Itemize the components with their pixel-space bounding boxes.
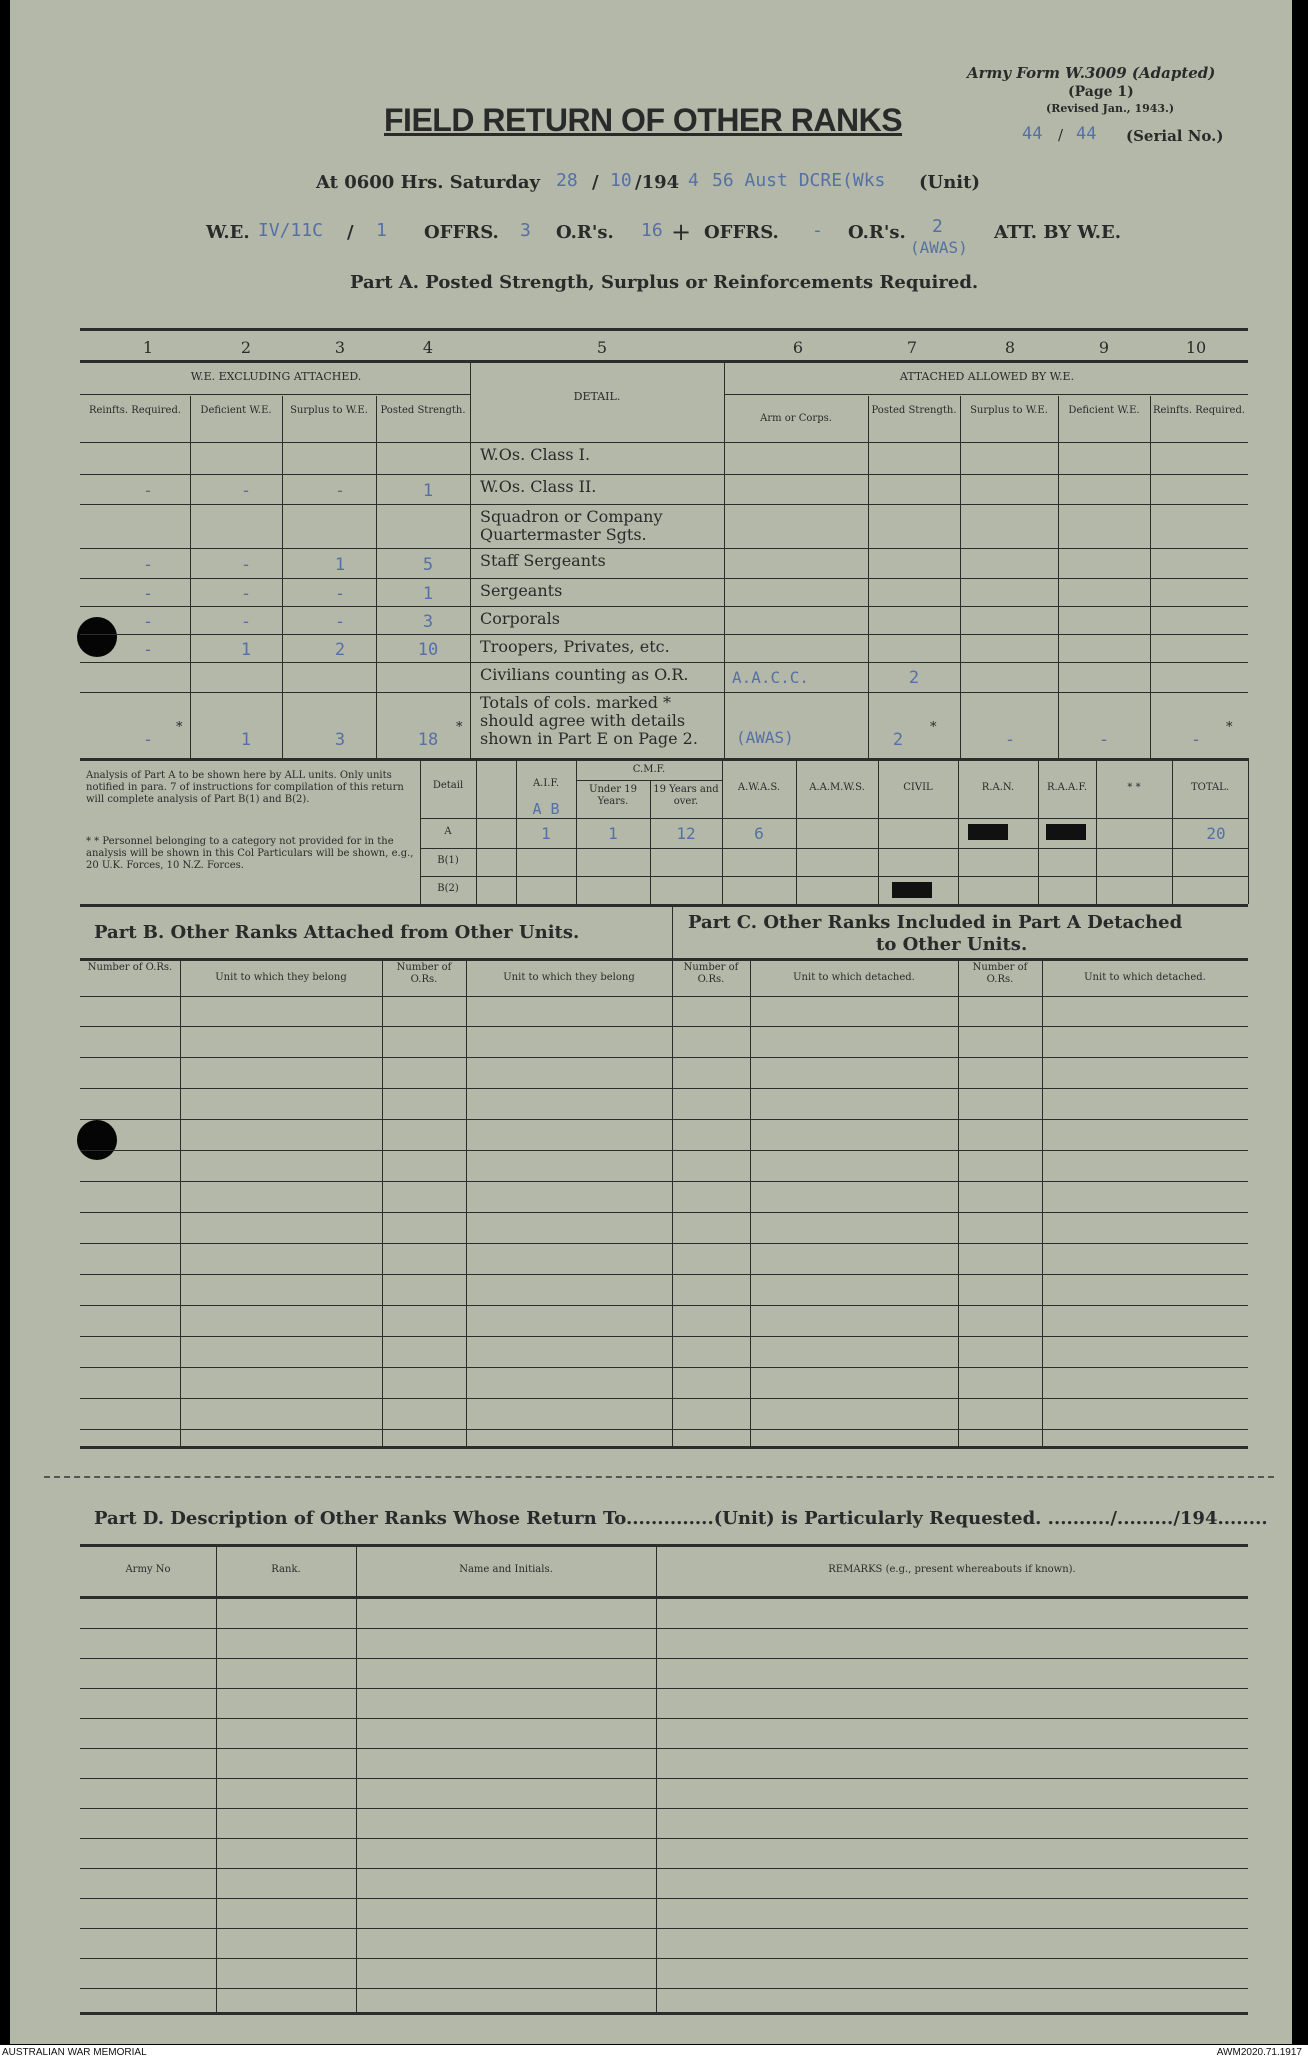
rule-line <box>80 1398 1248 1399</box>
strength-value: 1 <box>422 584 434 604</box>
strength-value: - <box>334 612 346 632</box>
asterisk-mark: * <box>1226 720 1233 735</box>
strength-value: - <box>240 555 252 575</box>
strength-value: 2 <box>334 640 346 660</box>
totals-arm-value: (AWAS) <box>736 728 794 747</box>
rule-line <box>80 394 470 395</box>
column-number: 6 <box>792 338 804 357</box>
total-value: - <box>1004 730 1016 750</box>
column-number: 5 <box>596 338 608 357</box>
part-c-header: Number of O.Rs. <box>972 962 1028 985</box>
ors2-label: O.R's. <box>848 222 906 243</box>
date-month: 10 <box>610 170 632 191</box>
rule-line <box>80 1336 1248 1337</box>
rule-line <box>80 904 1248 907</box>
part-a-title: Part A. Posted Strength, Surplus or Reinforcements Required. <box>350 272 979 293</box>
column-line <box>750 958 751 1446</box>
rule-line <box>80 1988 1248 1989</box>
strength-value: - <box>142 640 154 660</box>
awas-note: (AWAS) <box>910 238 968 257</box>
rule-line <box>80 996 1248 997</box>
part-d-title: Part D. Description of Other Ranks Whose Return To..............(Unit) is Particularly Requested. ........../........./194........ <box>94 1508 1268 1529</box>
column-line <box>382 958 383 1446</box>
analysis-value: 12 <box>676 824 696 843</box>
rule-line <box>80 504 1248 505</box>
analysis-header: CIVIL <box>903 782 933 793</box>
total-value: - <box>1098 730 1110 750</box>
column-line <box>868 396 869 758</box>
serial-a: 44 <box>1022 124 1043 144</box>
rule-line <box>80 662 1248 663</box>
analysis-detail-label: Detail <box>432 780 464 791</box>
rule-line <box>80 1748 1248 1749</box>
rule-line <box>80 1898 1248 1899</box>
asterisk-mark: * <box>930 720 937 735</box>
strength-value: - <box>142 612 154 632</box>
detail-label: Sergeants <box>480 581 563 600</box>
analysis-header: A.A.M.W.S. <box>809 782 865 793</box>
column-header: Surplus to W.E. <box>290 405 368 416</box>
rule-line <box>80 1628 1248 1629</box>
rule-line <box>80 1658 1248 1659</box>
rule-line <box>80 1958 1248 1959</box>
analysis-header: TOTAL. <box>1190 782 1230 793</box>
part-d-header: REMARKS (e.g., present whereabouts if known). <box>828 1564 1076 1575</box>
rule-line <box>80 606 1248 607</box>
total-value: 3 <box>334 730 346 750</box>
part-d-header: Army No <box>125 1564 171 1575</box>
strength-value: 5 <box>422 555 434 575</box>
part-c-header: Unit to which detached. <box>793 972 915 983</box>
total-value: - <box>1190 730 1202 750</box>
column-header: Surplus to W.E. <box>970 405 1048 416</box>
we-b: 1 <box>376 220 387 241</box>
analysis-header: A.I.F. <box>532 778 560 789</box>
strength-value: - <box>240 612 252 632</box>
column-header: Reinfts. Required. <box>1152 405 1246 416</box>
column-line <box>190 396 191 758</box>
analysis-value: 1 <box>608 824 618 843</box>
att-label: ATT. BY W.E. <box>994 222 1122 243</box>
offrs2-value: - <box>812 220 823 241</box>
analysis-header: R.A.A.F. <box>1046 782 1088 793</box>
strength-value: - <box>240 481 252 501</box>
rule-line <box>80 958 672 961</box>
column-header: Reinfts. Required. <box>88 405 182 416</box>
civilians-posted-value: 2 <box>908 668 920 688</box>
detail-label: Troopers, Privates, etc. <box>480 637 670 656</box>
offrs-value: 3 <box>520 220 531 241</box>
aif-typed-note: A B <box>532 800 560 818</box>
rule-line <box>672 958 1248 961</box>
strength-value: - <box>142 584 154 604</box>
strength-value: 3 <box>422 612 434 632</box>
strength-value: 10 <box>417 640 439 660</box>
ors2-value: 2 <box>932 216 943 237</box>
rule-line <box>420 848 1248 849</box>
column-header: Deficient W.E. <box>200 405 272 416</box>
part-d-header: Rank. <box>271 1564 301 1575</box>
serial-label: (Serial No.) <box>1126 127 1224 145</box>
rule-line <box>80 2012 1248 2015</box>
at-line-label: At 0600 Hrs. Saturday <box>316 172 541 193</box>
rule-line <box>80 1718 1248 1719</box>
column-line <box>466 958 467 1446</box>
rule-line <box>80 1274 1248 1275</box>
column-header: Deficient W.E. <box>1068 405 1140 416</box>
strength-value: 1 <box>422 481 434 501</box>
rule-line <box>80 1150 1248 1151</box>
detail-label: Squadron or Company Quartermaster Sgts. <box>480 507 663 544</box>
punch-hole-bottom <box>77 1120 117 1160</box>
rule-line <box>80 1181 1248 1182</box>
analysis-header: A.W.A.S. <box>737 782 781 793</box>
footer-right: AWM2020.71.1917 <box>1216 2047 1302 2058</box>
rule-line <box>80 1119 1248 1120</box>
part-b-header: Unit to which they belong <box>215 972 347 983</box>
rule-line <box>80 1596 1248 1599</box>
analysis-value: 20 <box>1206 824 1226 843</box>
total-value: 18 <box>417 730 439 750</box>
rule-line <box>80 1808 1248 1809</box>
form-page <box>10 0 1292 2044</box>
column-line <box>1248 758 1249 904</box>
part-c-header: Unit to which detached. <box>1084 972 1206 983</box>
analysis-row-label: B(2) <box>437 883 459 894</box>
rule-line <box>724 394 1248 395</box>
part-b-header: Number of O.Rs. <box>396 962 452 985</box>
column-line <box>376 396 377 758</box>
column-line <box>180 958 181 1446</box>
column-number: 10 <box>1185 338 1207 357</box>
unit-typed: 56 Aust DCRE(Wks <box>712 170 886 191</box>
rule-line <box>80 758 1248 761</box>
rule-line <box>80 1305 1248 1306</box>
offrs2-label: OFFRS. <box>704 222 779 243</box>
column-number: 4 <box>422 338 434 357</box>
total-value: 2 <box>892 730 904 750</box>
serial-sep: / <box>1058 126 1064 144</box>
rule-line <box>80 548 1248 549</box>
total-value: 1 <box>240 730 252 750</box>
analysis-note-2: * * Personnel belonging to a category not provided for in the analysis will be shown in this Col Particulars will be shown, e.g., 20 U.K. Forces, 10 N.Z. Forces. <box>86 836 414 871</box>
attached-allowed-label: ATTACHED ALLOWED BY W.E. <box>899 370 1075 383</box>
analysis-header: R.A.N. <box>981 782 1015 793</box>
column-line <box>1038 758 1039 904</box>
detail-label: Corporals <box>480 609 560 628</box>
column-line <box>958 758 959 904</box>
redaction-block <box>968 824 1008 840</box>
analysis-value: 1 <box>541 824 551 843</box>
analysis-header: C.M.F. <box>632 764 666 775</box>
rule-line <box>80 1088 1248 1089</box>
analysis-header: 19 Years and over. <box>653 784 719 807</box>
analysis-note-1: Analysis of Part A to be shown here by ALL units. Only units notified in para. 7 of instructions for compilation of this return will complete analysis of Part B(1) and B(2). <box>86 770 404 805</box>
ors-value: 16 <box>641 220 663 241</box>
rule-line <box>80 578 1248 579</box>
column-line <box>1150 396 1151 758</box>
rule-line <box>420 818 1248 819</box>
tear-line <box>44 1476 1274 1478</box>
date-year-prefix: /194 <box>635 172 680 193</box>
column-number: 8 <box>1004 338 1016 357</box>
part-b-header: Number of O.Rs. <box>87 962 173 973</box>
ors-label: O.R's. <box>556 222 614 243</box>
rule-line <box>80 1778 1248 1779</box>
rule-line <box>80 1544 1248 1547</box>
rule-line <box>80 1838 1248 1839</box>
strength-value: 1 <box>334 555 346 575</box>
unit-label: (Unit) <box>919 172 980 193</box>
detail-label: W.Os. Class II. <box>480 477 597 496</box>
column-header: Posted Strength. <box>380 405 466 416</box>
rule-line <box>80 1429 1248 1430</box>
rule-line <box>80 634 1248 635</box>
punch-hole-top <box>77 617 117 657</box>
strength-value: - <box>142 481 154 501</box>
strength-value: - <box>334 584 346 604</box>
column-header: Arm or Corps. <box>760 413 832 424</box>
column-number: 9 <box>1098 338 1110 357</box>
analysis-row-label: B(1) <box>437 855 459 866</box>
redaction-block <box>1046 824 1086 840</box>
serial-b: 44 <box>1076 124 1097 144</box>
we-a: IV/11C <box>258 220 324 241</box>
analysis-value: 6 <box>754 824 764 843</box>
column-line <box>958 958 959 1446</box>
column-line <box>282 396 283 758</box>
column-line <box>1172 758 1173 904</box>
column-line <box>476 758 477 904</box>
detail-header: DETAIL. <box>573 390 621 403</box>
rule-line <box>420 876 1248 877</box>
we-sep: / <box>347 222 354 243</box>
we-excluding-label: W.E. EXCLUDING ATTACHED. <box>190 370 362 383</box>
we-label: W.E. <box>206 222 250 243</box>
archive-footer <box>0 2045 1308 2061</box>
rule-line <box>80 442 1248 443</box>
column-number: 7 <box>906 338 918 357</box>
rule-line <box>80 1868 1248 1869</box>
column-number: 3 <box>334 338 346 357</box>
column-line <box>470 360 471 758</box>
column-number: 1 <box>142 338 154 357</box>
detail-label: Staff Sergeants <box>480 551 606 570</box>
column-line <box>1096 758 1097 904</box>
plus-sign: + <box>671 218 692 246</box>
part-c-title-2: to Other Units. <box>876 934 1028 955</box>
rule-line <box>80 1367 1248 1368</box>
asterisk-mark: * <box>176 720 183 735</box>
rule-line <box>576 780 722 781</box>
column-line <box>960 396 961 758</box>
date-day: 28 <box>556 170 578 191</box>
part-b-header: Unit to which they belong <box>503 972 635 983</box>
rule-line <box>80 1212 1248 1213</box>
rule-line <box>80 1057 1248 1058</box>
column-line <box>796 758 797 904</box>
strength-value: - <box>240 584 252 604</box>
strength-value: 1 <box>240 640 252 660</box>
column-line <box>722 758 723 904</box>
detail-label: Civilians counting as O.R. <box>480 665 689 684</box>
form-id: Army Form W.3009 (Adapted) <box>967 64 1216 82</box>
asterisk-mark: * <box>456 720 463 735</box>
column-header: Posted Strength. <box>871 405 957 416</box>
column-line <box>1058 396 1059 758</box>
part-c-title-1: Part C. Other Ranks Included in Part A Detached <box>688 912 1183 933</box>
rule-line <box>80 474 1248 475</box>
rule-line <box>80 1243 1248 1244</box>
date-sep: / <box>592 172 599 193</box>
strength-value: - <box>334 481 346 501</box>
detail-label: W.Os. Class I. <box>480 445 591 464</box>
analysis-row-label: A <box>444 826 452 837</box>
footer-left: AUSTRALIAN WAR MEMORIAL <box>2 2047 147 2058</box>
revised-date: (Revised Jan., 1943.) <box>1046 102 1175 115</box>
page-number: (Page 1) <box>1068 84 1134 100</box>
redaction-block <box>892 882 932 898</box>
rule-line <box>80 1928 1248 1929</box>
date-year: 4 <box>688 170 699 191</box>
column-line <box>878 758 879 904</box>
part-c-header: Number of O.Rs. <box>683 962 739 985</box>
offrs-label: OFFRS. <box>424 222 499 243</box>
part-d-header: Name and Initials. <box>459 1564 553 1575</box>
column-number: 2 <box>240 338 252 357</box>
rule-line <box>80 1446 1248 1449</box>
rule-line <box>80 1026 1248 1027</box>
civilians-arm-value: A.A.C.C. <box>732 668 810 687</box>
analysis-header: Under 19 Years. <box>589 784 637 807</box>
rule-line <box>80 1688 1248 1689</box>
analysis-header: * * <box>1127 782 1141 793</box>
form-title: FIELD RETURN OF OTHER RANKS <box>384 102 903 138</box>
totals-detail: Totals of cols. marked * should agree with details shown in Part E on Page 2. <box>480 693 698 748</box>
strength-value: - <box>142 555 154 575</box>
part-b-title: Part B. Other Ranks Attached from Other Units. <box>94 922 580 943</box>
column-line <box>1042 958 1043 1446</box>
total-value: - <box>142 730 154 750</box>
